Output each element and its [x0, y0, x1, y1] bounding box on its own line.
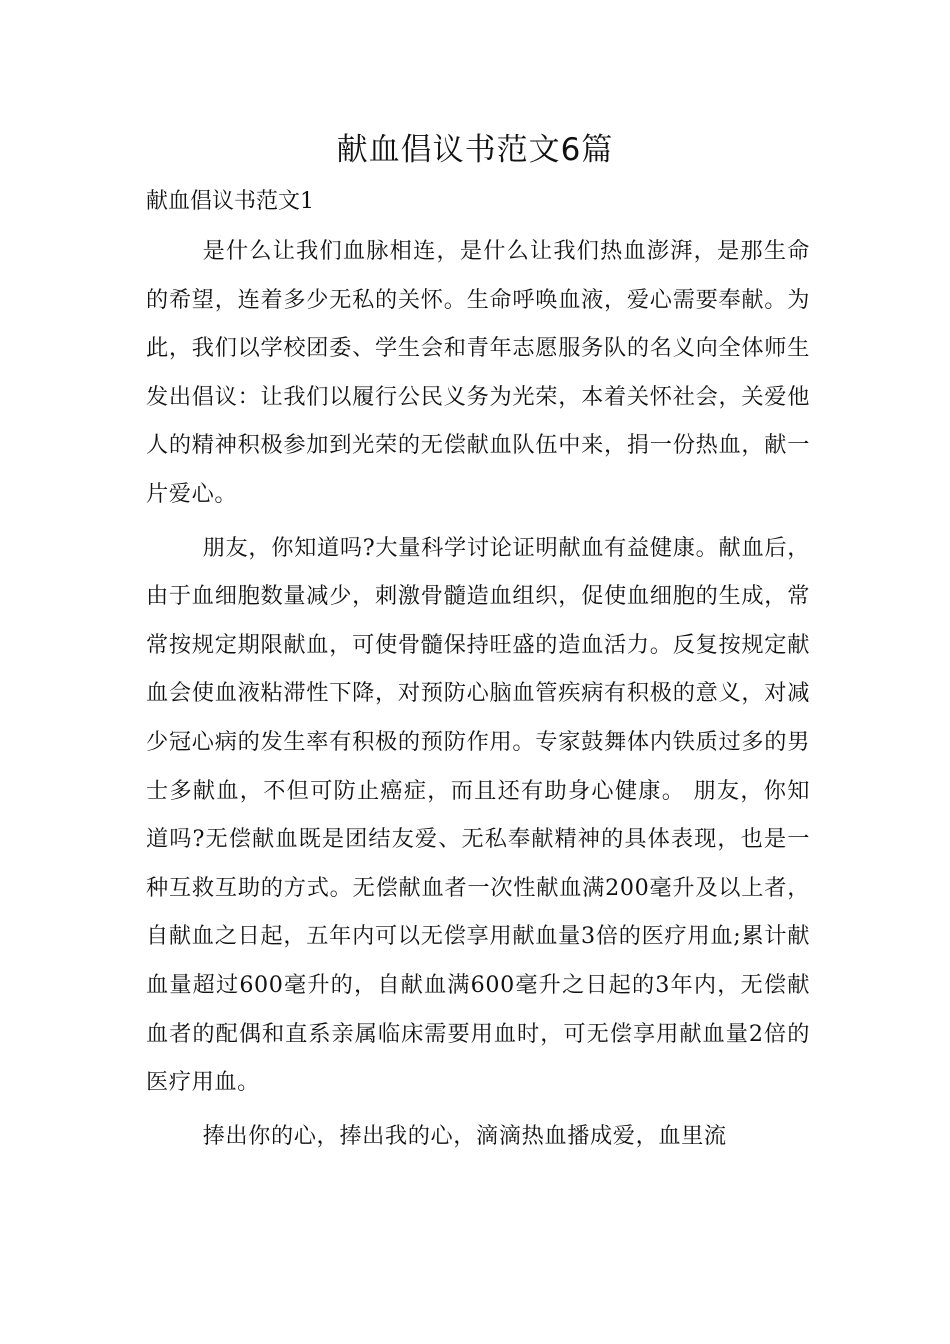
paragraph: 捧出你的心，捧出我的心，滴滴热血播成爱，血里流: [202, 1122, 727, 1149]
document-body: [146, 227, 810, 1165]
section-heading: 献血倡议书范文1: [146, 189, 314, 214]
paragraph: 朋友，你知道吗?大量科学讨论证明献血有益健康。献血后，由于血细胞数量减少，刺激骨髓造血组织，促使血细胞的生成，常常按规定期限献血，可使骨髓保持旺盛的造血活力。反复按规定献血会使血液粘滞性下降，对预防心脑血管疾病有积极的意义，对减少冠心病的发生率有积极的预防作用。专家鼓舞体内铁质过多的男士多献血，不但可防止癌症，而且还有助身心健康。 朋友，你知道吗?无偿献血既是团结友爱、无私奉献精神的具体表现，也是一种互救互助的方式。无偿献血者一次性献血满200毫升及以上者，自献血之日起，五年内可以无偿享用献血量3倍的医疗用血;累计献血量超过600毫升的，自献血满600毫升之日起的3年内，无偿献血者的配偶和直系亲属临床需要用血时，可无偿享用献血量2倍的医疗用血。: [146, 534, 810, 1096]
paragraph: 是什么让我们血脉相连，是什么让我们热血澎湃，是那生命的希望，连着多少无私的关怀。生命呼唤血液，爱心需要奉献。为此，我们以学校团委、学生会和青年志愿服务队的名义向全体师生发出倡议：让我们以履行公民义务为光荣，本着关怀社会，关爱他人的精神积极参加到光荣的无偿献血队伍中来，捐一份热血，献一片爱心。: [146, 238, 810, 507]
document-title: 献血倡议书范文6篇: [336, 132, 614, 168]
